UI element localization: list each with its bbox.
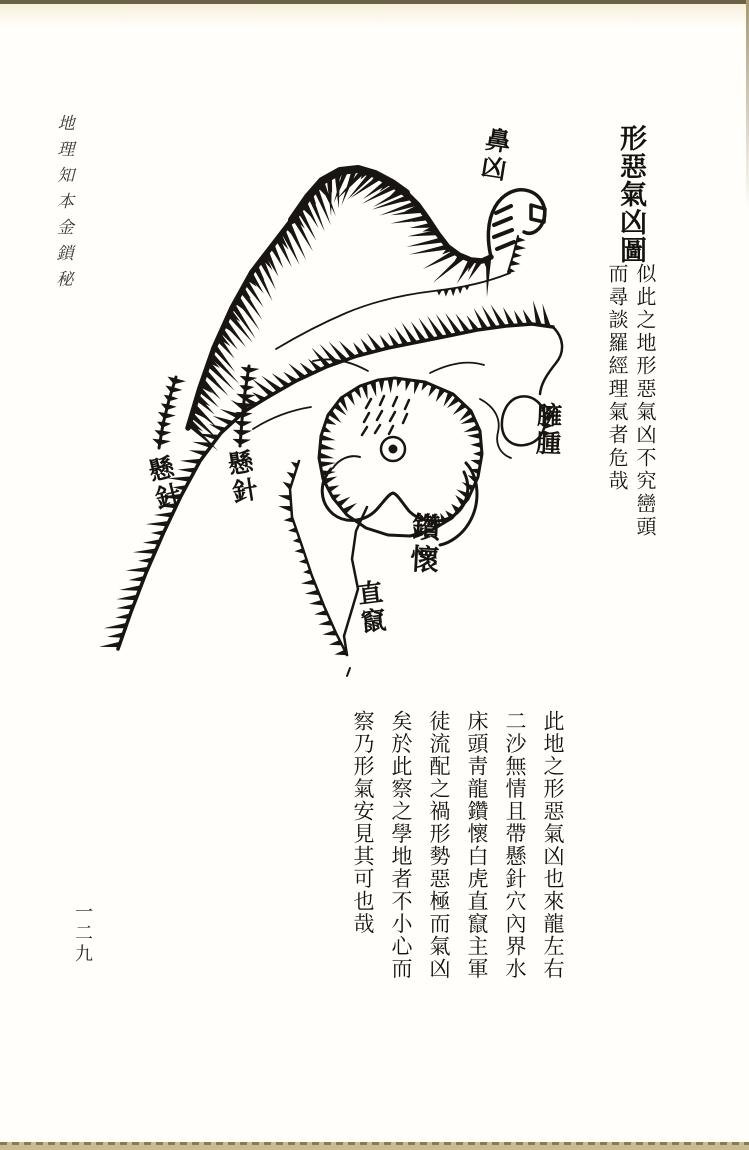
body-text-column-4: 徒流配之禍形勢惡極而氣凶	[427, 710, 451, 980]
terrain-illustration	[100, 120, 580, 700]
figure-label-hanging-needle-left: 懸針	[142, 453, 183, 515]
book-title: 地理知本金鎖秘	[53, 113, 74, 297]
figure-annotation-column-2: 而尋談羅經理氣者危哉	[605, 263, 627, 493]
figure-label-straight-dart: 直竄	[352, 578, 387, 638]
body-text-column-3: 床頭靑龍鑽懷白虎直竄主軍	[465, 710, 489, 980]
body-text-column-6: 察乃形氣安見其可也哉	[351, 710, 375, 935]
body-text-column-2: 二沙無情且帶懸針穴內界水	[503, 710, 527, 980]
body-text-column-5: 矣於此察之學地者不小心而	[389, 710, 413, 980]
figure-label-swollen: 臃腫	[532, 401, 561, 459]
body-text-column-1: 此地之形惡氣凶也來龍左右	[541, 710, 565, 980]
bottom-border-band	[0, 1142, 749, 1150]
figure-label-drill-bosom: 鑽懷	[405, 511, 441, 577]
page-number: 一二九	[73, 902, 93, 965]
figure-annotation-column-1: 似此之地形惡氣凶不究巒頭	[633, 263, 655, 539]
figure-label-hook: 鼻凶	[475, 125, 512, 185]
figure-title: 形惡氣凶圖	[616, 124, 646, 264]
figure-label-hanging-needle-right: 懸針	[222, 448, 259, 508]
top-border-fade	[0, 4, 749, 28]
